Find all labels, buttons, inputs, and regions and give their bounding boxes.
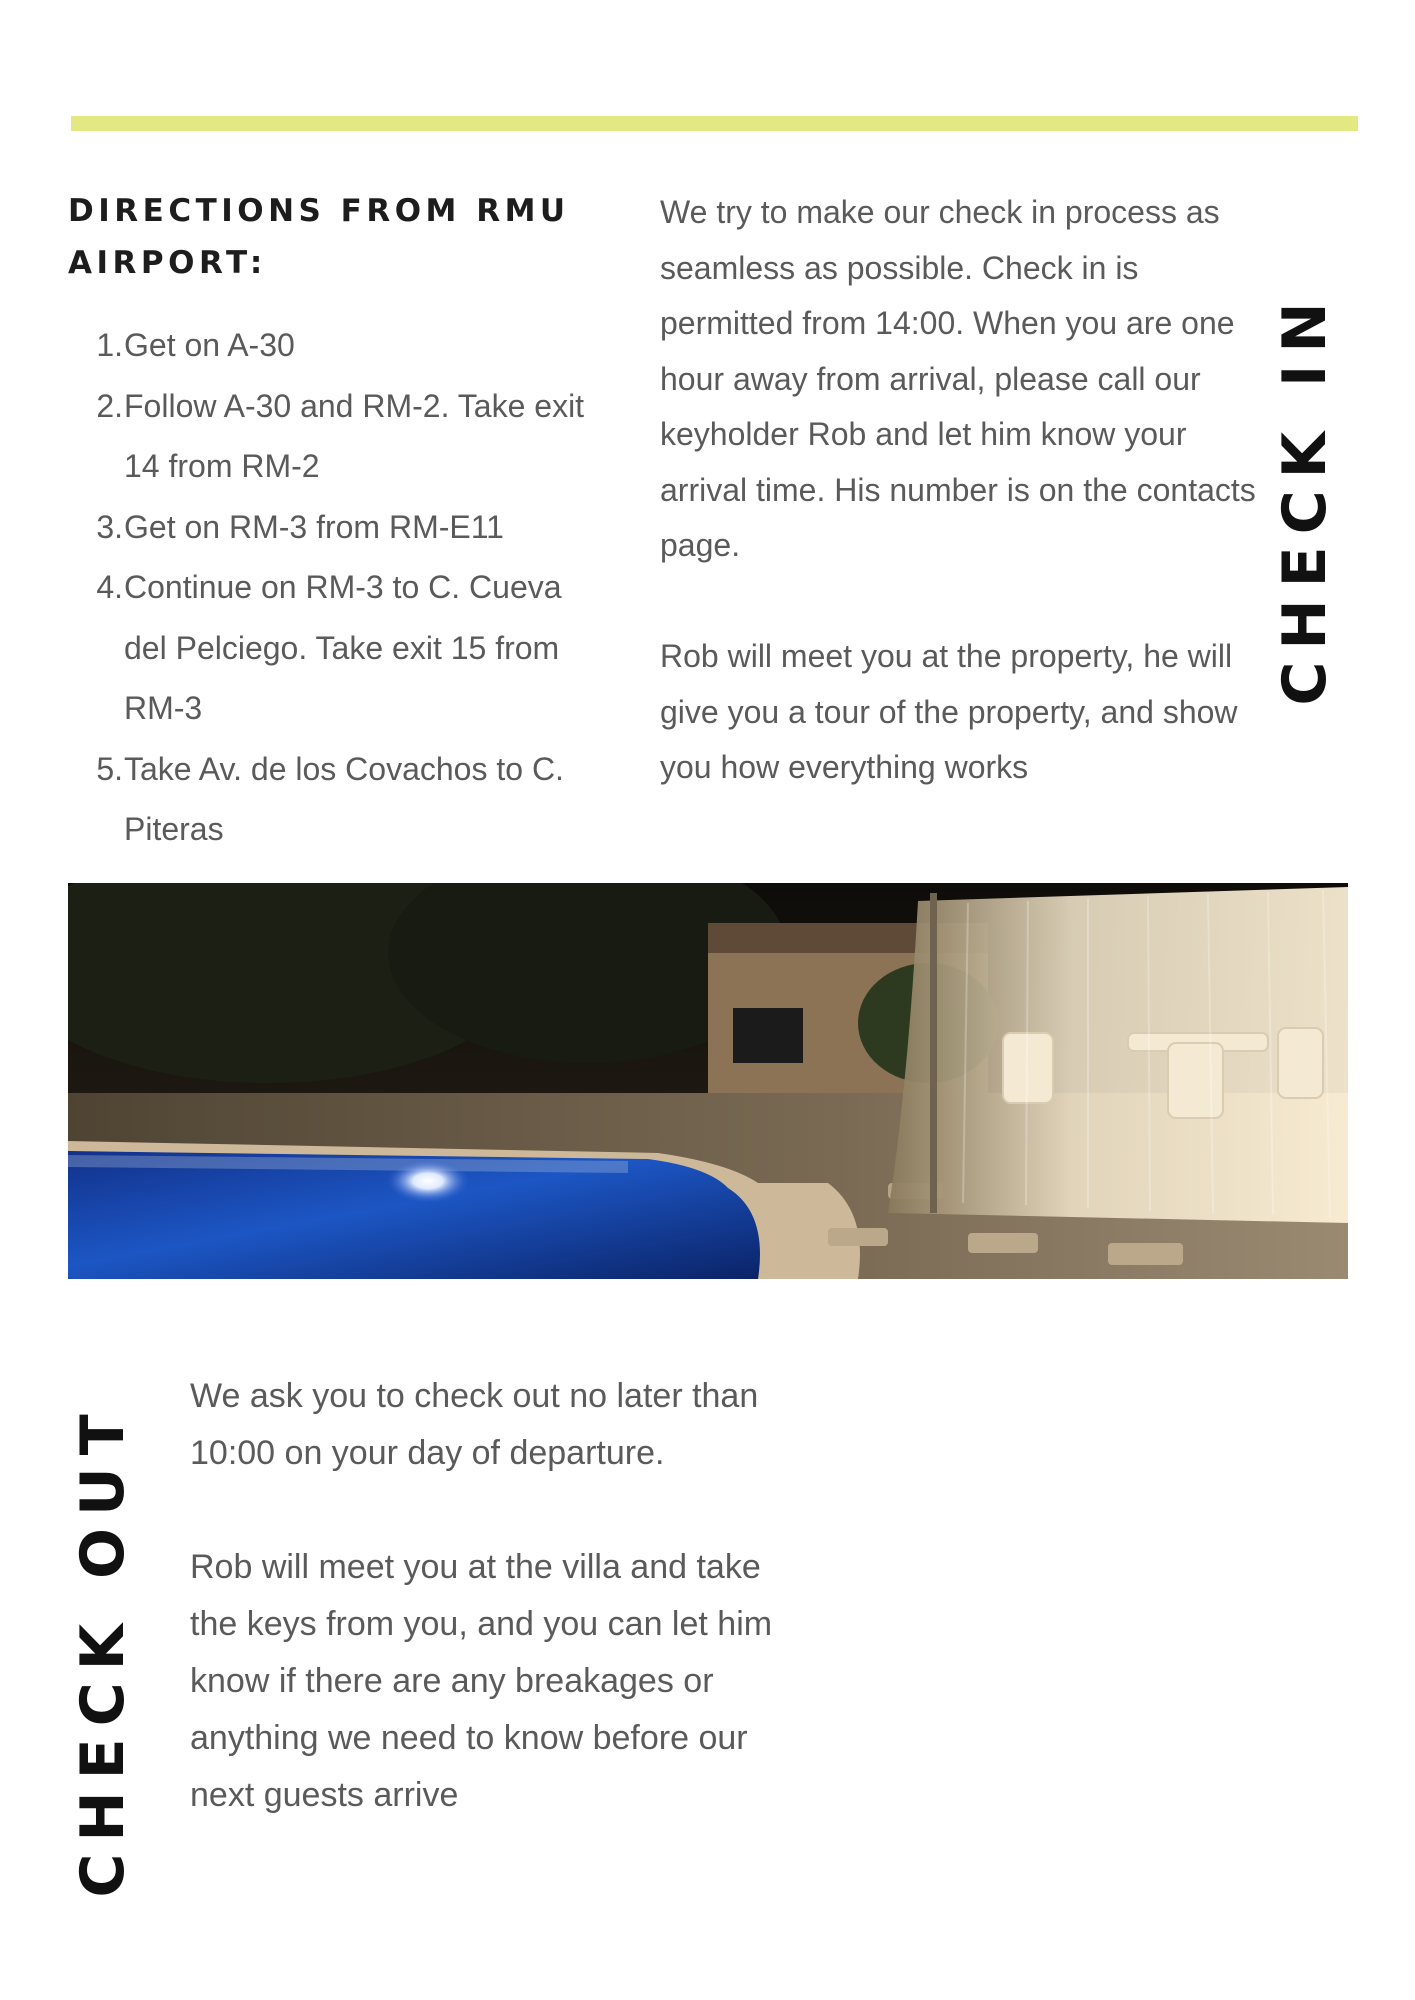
checkout-paragraph: We ask you to check out no later than 10:00 on your day of departure.	[190, 1377, 759, 1472]
step-number: 4.	[96, 569, 123, 605]
checkin-paragraph: We try to make our check in process as seamless as possible. Check in is permitted from 14:00. When you are one hour away from arrival, please call our keyholder Rob and let him know your arrival time. His number is on the contacts page.	[660, 194, 1256, 563]
step-number: 2.	[96, 387, 123, 424]
directions-heading: DIRECTIONS FROM RMU AIRPORT:	[68, 193, 570, 281]
step-number: 5.	[96, 750, 123, 787]
checkout-title: CHECK OUT	[68, 1402, 138, 1898]
checkin-section	[660, 185, 1270, 796]
checkin-title: CHECK IN	[1270, 290, 1340, 706]
step-text: Get on RM-3 from RM-E11	[124, 508, 504, 545]
step-text: Follow A-30 and RM-2. Take exit 14 from RM-2	[124, 387, 585, 484]
checkout-section	[190, 1368, 790, 1824]
step-text: Continue on RM-3 to C. Cueva del Pelciego. Take exit 15 from RM-3	[124, 569, 562, 726]
directions-step	[68, 497, 608, 558]
directions-list	[68, 315, 608, 860]
directions-step	[68, 376, 608, 497]
checkin-paragraph: Rob will meet you at the property, he will give you a tour of the property, and show you how everything works	[660, 638, 1238, 785]
villa-pool-night-photo	[68, 883, 1348, 1279]
directions-step	[68, 557, 608, 739]
step-number: 1.	[96, 327, 123, 363]
directions-step	[68, 739, 608, 860]
step-number: 3.	[96, 508, 123, 545]
top-accent-rule	[71, 116, 1358, 131]
step-text: Get on A-30	[124, 327, 295, 363]
directions-step	[68, 315, 608, 376]
directions-section	[68, 185, 608, 860]
step-text: Take Av. de los Covachos to C. Piteras	[124, 750, 564, 847]
checkout-paragraph: Rob will meet you at the villa and take the keys from you, and you can let him know if there are any breakages or anything we need to know before our next guests arrive	[190, 1548, 773, 1814]
